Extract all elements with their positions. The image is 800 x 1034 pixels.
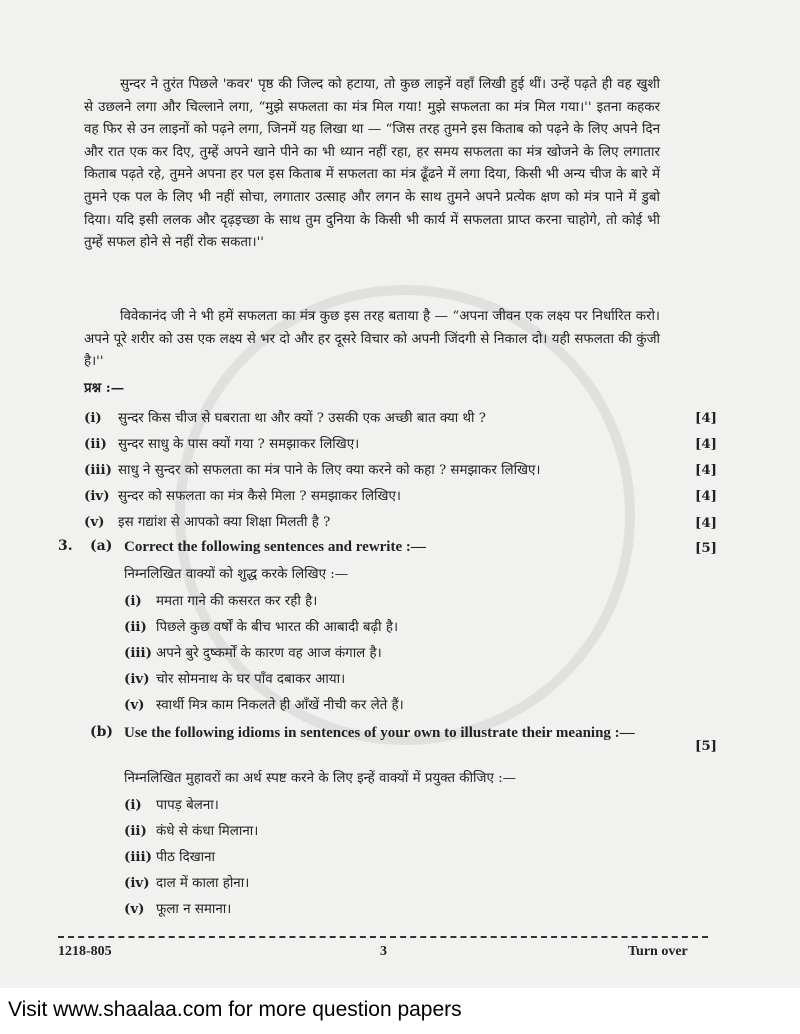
promo-banner-text[interactable]: Visit www.shaalaa.com for more question papers: [8, 998, 462, 1021]
question-item: (ii) सुन्दर साधु के पास क्यों गया ? समझाकर लिखिए।: [84, 436, 360, 452]
subquestion-marks: [5]: [695, 540, 717, 556]
page-number: 3: [380, 944, 387, 959]
question-item: (iii) साधु ने सुन्दर को सफलता का मंत्र पाने के लिए क्या करने को कहा ? समझाकर लिखिए।: [84, 462, 541, 478]
list-item: (iv) चोर सोमनाथ के घर पाँव दबाकर आया।: [124, 671, 346, 687]
question-marks: [4]: [695, 462, 717, 478]
question-item: (v) इस गद्यांश से आपको क्या शिक्षा मिलती है ?: [84, 514, 331, 530]
subquestion-label: (b): [90, 724, 114, 740]
list-item: (i) ममता गाने की कसरत कर रही है।: [124, 593, 318, 609]
question-item: (i) सुन्दर किस चीज से घबराता था और क्यों ? उसकी एक अच्छी बात क्या थी ?: [84, 410, 486, 426]
paper-code: 1218-805: [58, 944, 112, 959]
turn-over-label: Turn over: [628, 944, 688, 959]
question-marks: [4]: [695, 488, 717, 504]
list-item: (ii) पिछले कुछ वर्षों के बीच भारत की आबादी बढ़ी है।: [124, 619, 399, 635]
subquestion-heading: Use the following idioms in sentences of your own to illustrate their meaning :—: [124, 725, 635, 741]
list-item: (iii) पीठ दिखाना: [124, 849, 216, 865]
question-marks: [4]: [695, 410, 717, 426]
question-marks: [4]: [695, 436, 717, 452]
subquestion-marks: [5]: [695, 738, 717, 754]
list-item: (iv) दाल में काला होना।: [124, 875, 250, 891]
list-item: (ii) कंधे से कंधा मिलाना।: [124, 823, 259, 839]
list-item: (i) पापड़ बेलना।: [124, 797, 219, 813]
subquestion-label: (a): [90, 538, 113, 554]
questions-label: प्रश्न :—: [84, 380, 125, 396]
promo-banner: [0, 988, 800, 1034]
list-item: (iii) अपने बुरे दुष्कर्मों के कारण वह आज कंगाल है।: [124, 645, 382, 661]
instruction-hindi: निम्नलिखित मुहावरों का अर्थ स्पष्ट करने के लिए इन्हें वाक्यों में प्रयुक्त कीजिए :—: [124, 771, 517, 786]
subquestion-heading: Correct the following sentences and rewrite :—: [124, 539, 426, 555]
passage-paragraph-2: विवेकानंद जी ने भी हमें सफलता का मंत्र कुछ इस तरह बताया है — “अपना जीवन एक लक्ष्य पर निर्धारित करो। अपने पूरे शरीर को उस एक लक्ष्य से भर दो और हर दूसरे विचार को अपनी जिंदगी से निकाल दो। यही सफलता की कुंजी है।'': [84, 309, 660, 370]
list-item: (v) स्वार्थी मित्र काम निकलते ही आँखें नीची कर लेते हैं।: [124, 697, 404, 713]
passage-paragraph-1: सुन्दर ने तुरंत पिछले 'कवर' पृष्ठ की जिल्द को हटाया, तो कुछ लाइनें वहाँ लिखी हुई थीं। उन्हें पढ़ते ही वह खुशी से उछलने लगा और चिल्लाने लगा, “मुझे सफलता का मंत्र मिल गया! मुझे सफलता का मंत्र मिल गया।'' इतना कहकर वह फिर से उन लाइनों को पढ़ने लगा, जिनमें यह लिखा था — “जिस तरह तुमने इस किताब को पढ़ने के लिए अपने दिन और रात एक कर दिए, तुम्हें अपने खाने पीने का भी ध्यान नहीं रहा, हर समय सफलता का मंत्र खोजने के लिए लगातार किताब पढ़ते रहे, तुमने अपना हर पल इस किताब में सफलता का मंत्र ढूँढने में लगा दिया, किसी भी अन्य चीज के बारे में तुमने एक पल के लिए भी नहीं सोचा, लगातार उत्साह और लगन के साथ तुमने अपने प्रत्येक क्षण को मंत्र पाने में डुबो दिया। यदि इसी ललक और दृढ़इच्छा के साथ तुम दुनिया के किसी भी कार्य में सफलता प्राप्त करना चाहोगे, तो कोई भी तुम्हें सफल होने से नहीं रोक सकता।'': [84, 77, 660, 251]
footer-divider: [58, 936, 708, 944]
question-number: 3.: [58, 538, 73, 554]
instruction-hindi: निम्नलिखित वाक्यों को शुद्ध करके लिखिए :—: [124, 567, 349, 582]
list-item: (v) फूला न समाना।: [124, 901, 232, 917]
question-item: (iv) सुन्दर को सफलता का मंत्र कैसे मिला ? समझाकर लिखिए।: [84, 488, 401, 504]
question-marks: [4]: [695, 515, 717, 531]
